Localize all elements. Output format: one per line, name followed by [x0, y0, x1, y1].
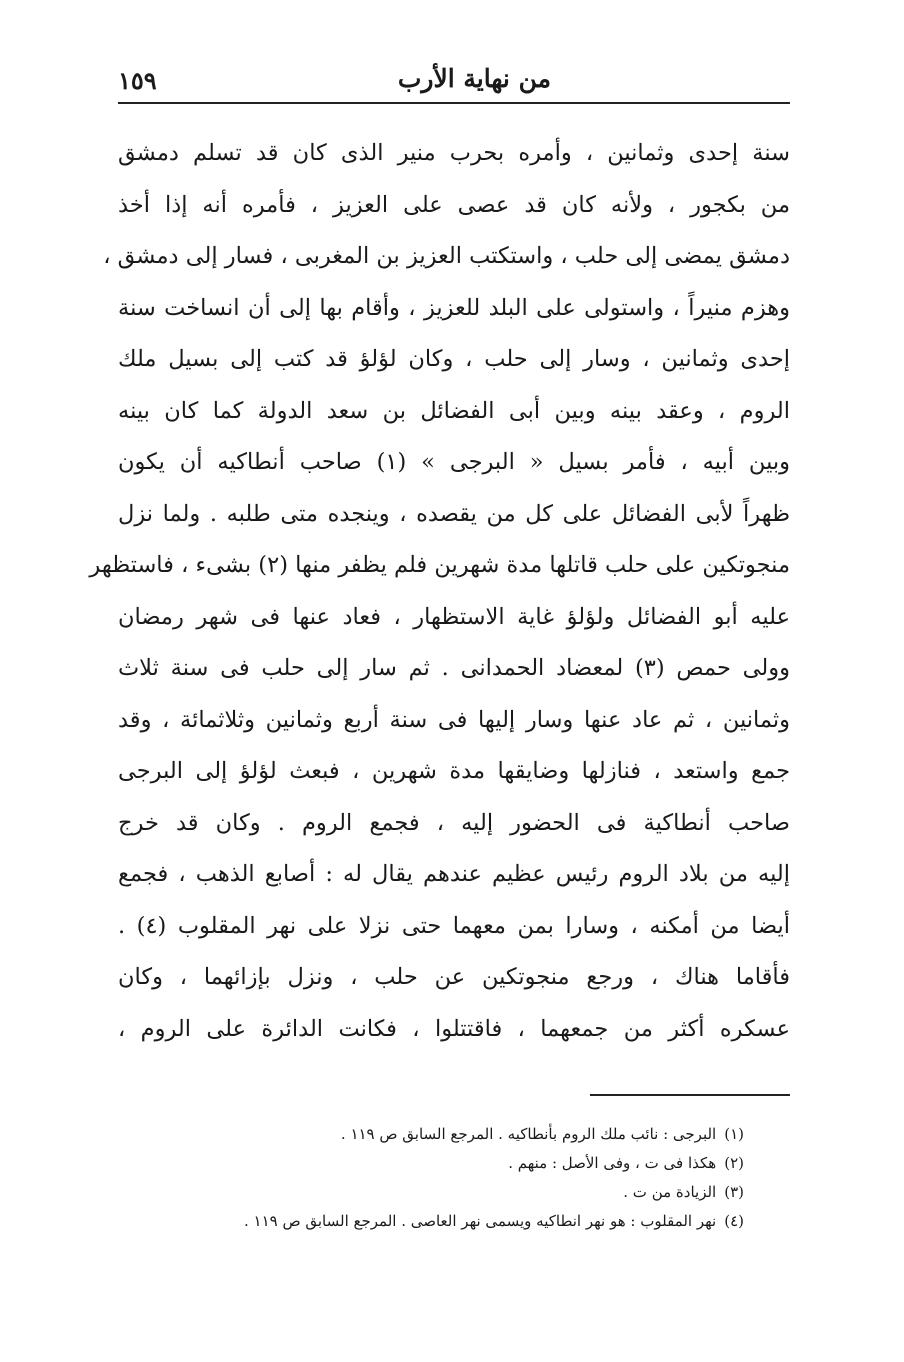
footnote-number: (٤)	[724, 1212, 744, 1230]
text-line: وهزم منيراً ، واستولى على البلد للعزيز ، وأقام بها إلى أن انساخت سنة	[118, 294, 790, 321]
running-header	[118, 62, 786, 102]
footnotes	[184, 1120, 744, 1236]
footnote-text: الزيادة من ت .	[623, 1183, 717, 1201]
footnote-number: (٢)	[724, 1154, 744, 1172]
text-line: من بكجور ، ولأنه كان قد عصى على العزيز ، فأمره أنه إذا أخذ	[118, 191, 790, 218]
text-line: وبين أبيه ، فأمر بسيل « البرجى » (١) صاحب أنطاكيه أن يكون	[118, 449, 790, 475]
text-line: ظهراً لأبى الفضائل على كل من يقصده ، وينجده متى طلبه . ولما نزل	[118, 500, 790, 527]
footnote-number: (٣)	[724, 1183, 744, 1201]
text-line: وثمانين ، ثم عاد عنها وسار إليها فى سنة أربع وثمانين وثلاثمائة ، وقد	[118, 706, 790, 733]
footnote-rule	[590, 1094, 790, 1096]
text-line: منجوتكين على حلب قاتلها مدة شهرين فلم يظفر منها (٢) بشىء ، فاستظهر	[89, 552, 790, 578]
footnote-text: البرجى : نائب ملك الروم بأنطاكيه . المرجع السابق ص ١١٩ .	[340, 1125, 717, 1143]
text-line: صاحب أنطاكية فى الحضور إليه ، فجمع الروم . وكان قد خرج	[118, 809, 790, 836]
text-line: إحدى وثمانين ، وسار إلى حلب ، وكان لؤلؤ قد كتب إلى بسيل ملك	[118, 346, 790, 372]
text-line: أيضا من أمكنه ، وسارا بمن معهما حتى نزلا على نهر المقلوب (٤) .	[118, 912, 790, 939]
running-title: من نهاية الأرب	[397, 64, 551, 93]
footnote-text: هكذا فى ت ، وفى الأصل : منهم .	[508, 1154, 717, 1172]
footnote	[184, 1207, 744, 1236]
footnote	[184, 1149, 744, 1178]
text-line: فأقاما هناك ، ورجع منجوتكين عن حلب ، ونزل بإزائهما ، وكان	[118, 964, 790, 990]
footnote	[184, 1120, 744, 1149]
header-rule	[118, 102, 790, 104]
text-line: جمع واستعد ، فنازلها وضايقها مدة شهرين ، فبعث لؤلؤ إلى البرجى	[118, 758, 790, 784]
text-line: سنة إحدى وثمانين ، وأمره بحرب منير الذى كان قد تسلم دمشق	[118, 140, 790, 166]
page-number: ١٥٩	[118, 66, 157, 95]
footnote	[184, 1178, 744, 1207]
footnote-number: (١)	[724, 1125, 744, 1143]
text-line: دمشق يمضى إلى حلب ، واستكتب العزيز بن المغربى ، فسار إلى دمشق ،	[103, 243, 790, 269]
text-line: وولى حمص (٣) لمعضاد الحمدانى . ثم سار إلى حلب فى سنة ثلاث	[118, 655, 790, 681]
text-line: عليه أبو الفضائل ولؤلؤ غاية الاستظهار ، فعاد عنها فى شهر رمضان	[118, 603, 790, 630]
footnote-text: نهر المقلوب : هو نهر انطاكيه ويسمى نهر العاصى . المرجع السابق ص ١١٩ .	[243, 1212, 717, 1230]
text-line: الروم ، وعقد بينه وبين أبى الفضائل بن سعد الدولة كما كان بينه	[118, 397, 790, 424]
text-line: إليه من بلاد الروم رئيس عظيم عندهم يقال له : أصابع الذهب ، فجمع	[118, 861, 790, 887]
text-line: عسكره أكثر من جمعهما ، فاقتتلوا ، فكانت الدائرة على الروم ،	[118, 1015, 790, 1042]
main-text	[89, 128, 790, 1055]
